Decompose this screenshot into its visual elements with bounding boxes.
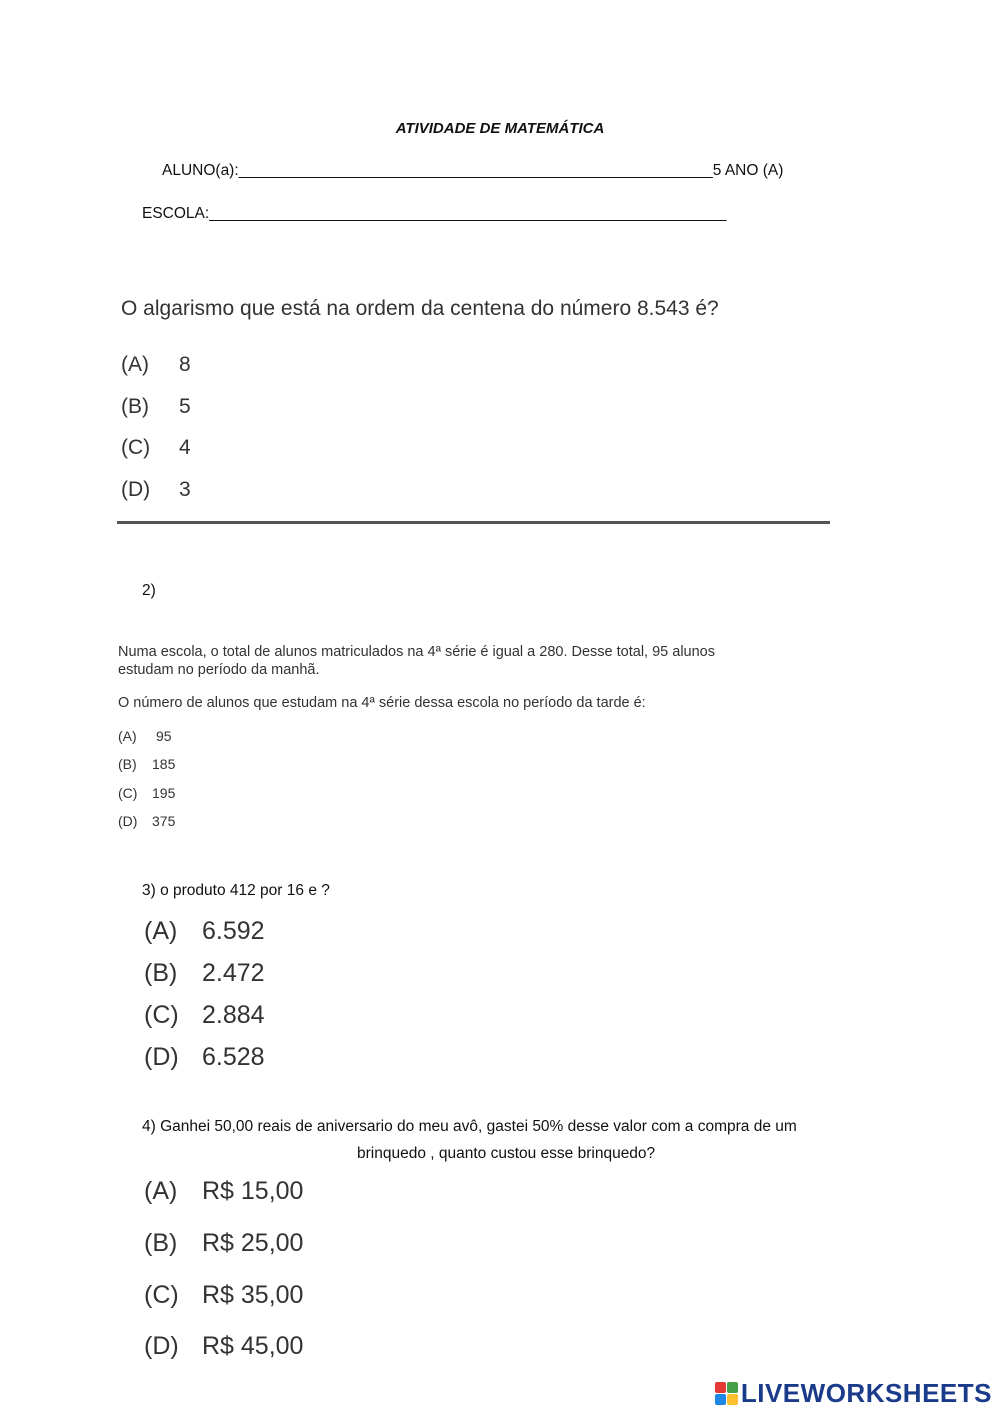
option-letter: (D) xyxy=(144,1043,179,1071)
option-text: 2.472 xyxy=(202,959,265,987)
q4-question-line2: brinquedo , quanto custou esse brinquedo? xyxy=(357,1145,656,1162)
option-letter: (A) xyxy=(118,728,137,744)
option-letter: (B) xyxy=(144,1229,178,1257)
q3-option-c[interactable] xyxy=(144,1001,265,1030)
q2-question: O número de alunos que estudam na 4ª série dessa escola no período da tarde é: xyxy=(118,695,646,711)
student-name-line: ALUNO(a):_______________________________________________________5 ANO (A) xyxy=(162,162,784,179)
option-text: 5 xyxy=(179,395,191,418)
q2-option-d[interactable] xyxy=(118,813,175,829)
q1-option-c[interactable] xyxy=(121,436,191,460)
option-text: 6.592 xyxy=(202,917,265,945)
option-text: 2.884 xyxy=(202,1001,265,1029)
q3-option-a[interactable] xyxy=(144,917,265,946)
option-letter: (B) xyxy=(121,395,149,418)
q1-option-a[interactable] xyxy=(121,353,191,377)
q2-option-a[interactable] xyxy=(118,728,172,744)
logo-square xyxy=(727,1394,738,1405)
logo-square xyxy=(715,1382,726,1393)
option-text: 375 xyxy=(152,813,176,829)
q4-option-a[interactable] xyxy=(144,1177,303,1206)
option-letter: (C) xyxy=(144,1001,179,1029)
q4-option-c[interactable] xyxy=(144,1281,303,1310)
q4-question-line1: 4) Ganhei 50,00 reais de aniversario do meu avô, gastei 50% desse valor com a compra de um xyxy=(142,1118,797,1135)
option-letter: (B) xyxy=(144,959,178,987)
divider xyxy=(117,521,830,524)
q4-option-b[interactable] xyxy=(144,1229,303,1258)
option-text: 4 xyxy=(179,436,191,459)
q2-text-line2: estudam no período da manhã. xyxy=(118,662,320,678)
option-text: R$ 35,00 xyxy=(202,1281,304,1309)
option-letter: (A) xyxy=(144,1177,178,1205)
q2-option-c[interactable] xyxy=(118,785,175,801)
q1-question: O algarismo que está na ordem da centena do número 8.543 é? xyxy=(121,297,719,320)
logo-icon xyxy=(715,1382,738,1405)
option-text: 8 xyxy=(179,353,191,376)
q1-option-b[interactable] xyxy=(121,395,191,419)
q2-number: 2) xyxy=(142,582,156,599)
q3-option-b[interactable] xyxy=(144,959,265,988)
logo-square xyxy=(727,1382,738,1393)
option-letter: (D) xyxy=(121,478,151,501)
logo-text: LIVEWORKSHEETS xyxy=(740,1377,992,1408)
option-text: R$ 45,00 xyxy=(202,1332,304,1360)
q2-option-b[interactable] xyxy=(118,756,175,772)
school-name-line: ESCOLA:____________________________________________________________ xyxy=(142,205,727,222)
liveworksheets-logo[interactable] xyxy=(715,1378,992,1408)
option-letter: (C) xyxy=(118,785,138,801)
option-letter: (C) xyxy=(121,436,151,459)
option-text: 185 xyxy=(152,756,176,772)
option-text: 195 xyxy=(152,785,176,801)
option-text: 95 xyxy=(156,728,172,744)
q3-question: 3) o produto 412 por 16 e ? xyxy=(142,882,330,899)
option-text: 6.528 xyxy=(202,1043,265,1071)
q3-option-d[interactable] xyxy=(144,1043,265,1072)
option-letter: (C) xyxy=(144,1281,179,1309)
logo-square xyxy=(715,1394,726,1405)
option-letter: (A) xyxy=(121,353,149,376)
option-text: R$ 25,00 xyxy=(202,1229,304,1257)
option-letter: (B) xyxy=(118,756,137,772)
option-text: R$ 15,00 xyxy=(202,1177,304,1205)
option-letter: (D) xyxy=(144,1332,179,1360)
q2-text-line1: Numa escola, o total de alunos matriculados na 4ª série é igual a 280. Desse total, 95 alunos xyxy=(118,644,715,660)
option-letter: (A) xyxy=(144,917,178,945)
q4-option-d[interactable] xyxy=(144,1332,303,1361)
page-title: ATIVIDADE DE MATEMÁTICA xyxy=(395,120,605,137)
option-letter: (D) xyxy=(118,813,138,829)
option-text: 3 xyxy=(179,478,191,501)
q1-option-d[interactable] xyxy=(121,478,191,502)
